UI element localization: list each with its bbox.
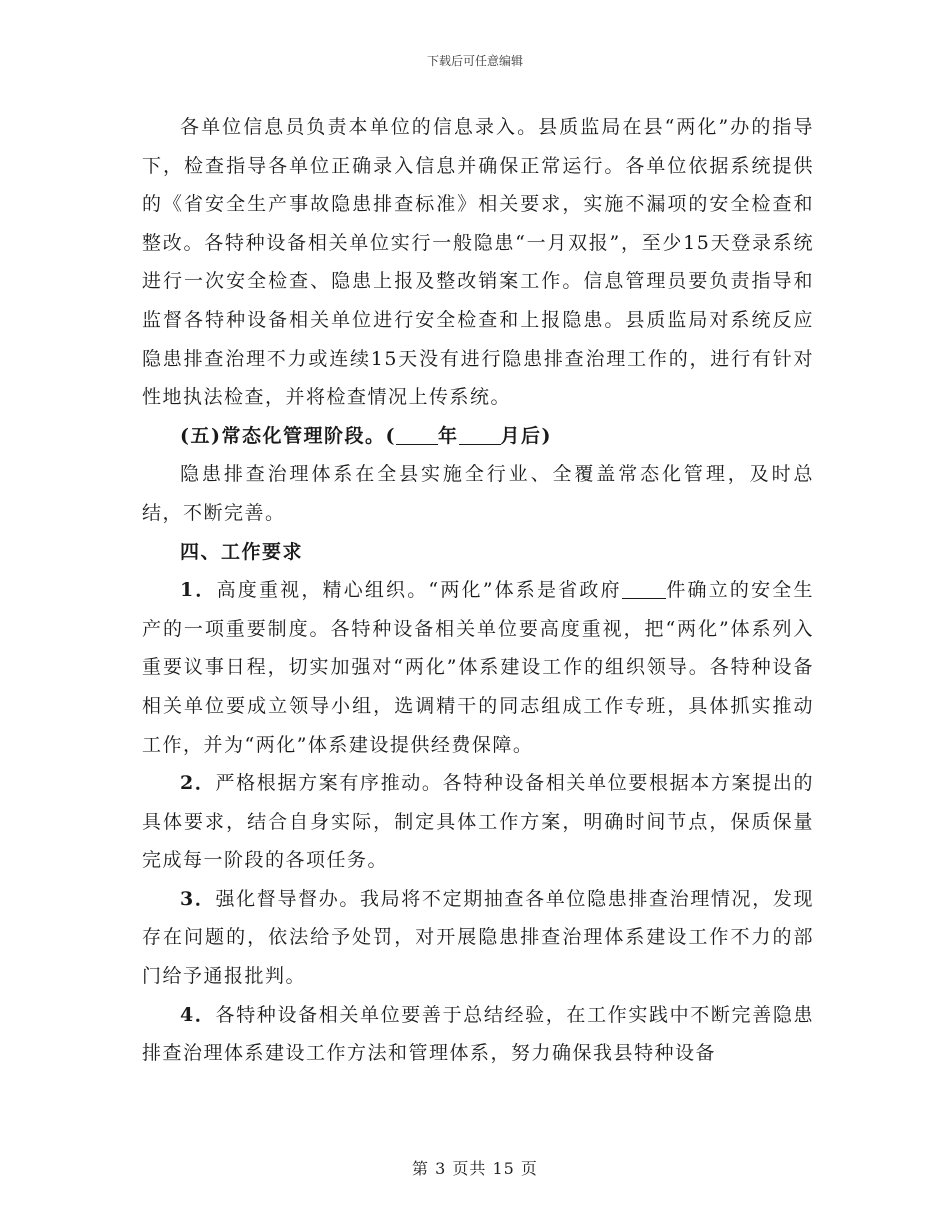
- month-suffix: 月后): [500, 424, 552, 447]
- paragraph-normalization: 隐患排查治理体系在全县实施全行业、全覆盖常态化管理，及时总结，不断完善。: [142, 463, 814, 524]
- requirement-2-text: 严格根据方案有序推动。各特种设备相关单位要根据本方案提出的具体要求，结合自身实际，制定具体工作方案，明确时间节点，保质保量完成每一阶段的各项任务。: [142, 772, 814, 872]
- requirement-1-text-a: 高度重视，精心组织。“两化”体系是省政府: [216, 579, 622, 602]
- page-number: 第 3 页共 15 页: [412, 1159, 538, 1178]
- requirement-3-text: 强化督导督办。我局将不定期抽查各单位隐患排查治理情况，发现存在问题的，依法给予处罚，对开展隐患排查治理体系建设工作不力的部门给予通报批判。: [142, 887, 814, 988]
- requirement-2-number: 2．: [180, 772, 216, 795]
- page-header-note: 下载后可任意编辑: [426, 54, 523, 68]
- section-5-title: (五)常态化管理阶段。(: [180, 424, 396, 447]
- section-4-heading: 四、工作要求: [180, 540, 304, 563]
- section-5-heading: [142, 417, 814, 456]
- requirement-2: [142, 764, 814, 880]
- requirement-3: [142, 880, 814, 996]
- requirement-4-number: 4．: [180, 1003, 216, 1026]
- document-number-blank: [622, 579, 666, 599]
- requirement-1-text-b: 件确立的安全生产的一项重要制度。各特种设备相关单位要高度重视，把“两化”体系列入重要议事日程，切实加强对“两化”体系建设工作的组织领导。各特种设备相关单位要成立领导小组，选调精干的同志组成工作专班，具体抓实推动工作，并为“两化”体系建设提供经费保障。: [142, 579, 814, 756]
- year-blank: [396, 425, 438, 445]
- year-label: 年: [437, 424, 459, 447]
- requirement-1-number: 1．: [180, 579, 217, 602]
- requirement-1: [142, 571, 814, 764]
- paragraph-info-entry: 各单位信息员负责本单位的信息录入。县质监局在县“两化”办的指导下，检查指导各单位正确录入信息并确保正常运行。各单位依据系统提供的《省安全生产事故隐患排查标准》相关要求，实施不漏项的安全检查和整改。各特种设备相关单位实行一般隐患“一月双报”，至少15天登录系统进行一次安全检查、隐患上报及整改销案工作。信息管理员要负责指导和监督各特种设备相关单位进行安全检查和上报隐患。县质监局对系统反应隐患排查治理不力或连续15天没有进行隐患排查治理工作的，进行有针对性地执法检查，并将检查情况上传系统。: [142, 116, 814, 409]
- month-blank: [459, 425, 501, 445]
- requirement-4: [142, 996, 814, 1073]
- requirement-3-number: 3．: [180, 887, 216, 910]
- document-body: [142, 108, 814, 1073]
- requirement-4-text: 各特种设备相关单位要善于总结经验，在工作实践中不断完善隐患排查治理体系建设工作方法和管理体系，努力确保我县特种设备: [142, 1003, 814, 1065]
